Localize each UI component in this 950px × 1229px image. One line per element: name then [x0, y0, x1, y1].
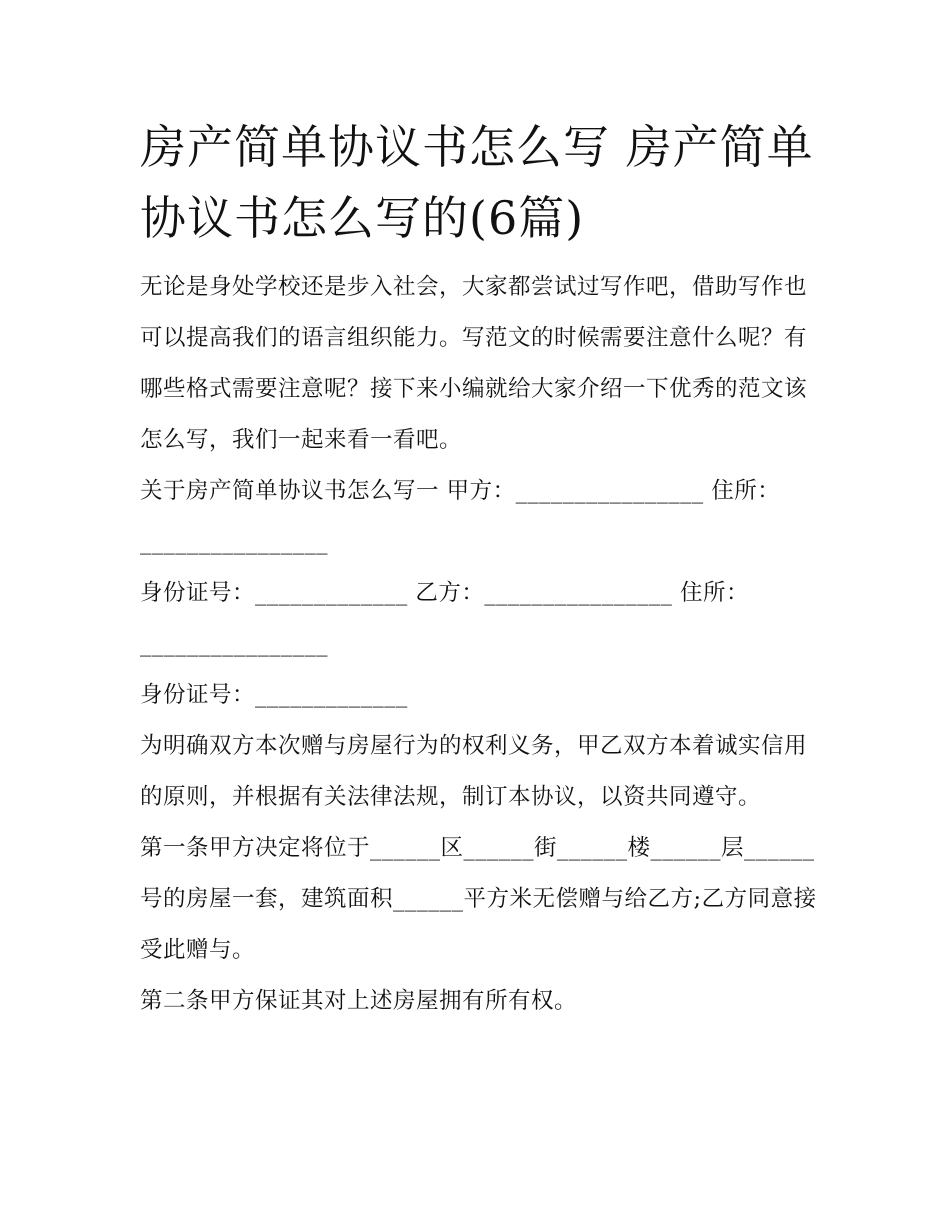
document-page: [140, 112, 820, 1027]
purpose-paragraph: 为明确双方本次赠与房屋行为的权利义务，甲乙双方本着诚实信用的原则，并根据有关法律法规，制订本协议，以资共同遵守。: [140, 733, 808, 810]
intro-paragraph: 无论是身处学校还是步入社会，大家都尝试过写作吧，借助写作也可以提高我们的语言组织能力。写范文的时候需要注意什么呢？有哪些格式需要注意呢？接下来小编就给大家介绍一下优秀的范文该怎么写，我们一起来看一看吧。: [140, 274, 808, 453]
article-2-paragraph: 第二条甲方保证其对上述房屋拥有所有权。: [140, 988, 578, 1014]
party-b-line: 身份证号：_____________ 乙方：________________ 住所：________________: [140, 580, 750, 657]
article-1-paragraph: 第一条甲方决定将位于______区______街______楼______层______号的房屋一套，建筑面积______平方米无偿赠与给乙方;乙方同意接受此赠与。: [140, 835, 817, 963]
party-b-id-line: 身份证号：_____________: [140, 682, 408, 708]
party-a-line: 关于房产简单协议书怎么写一 甲方：________________ 住所：________________: [140, 478, 781, 555]
document-title: 房产简单协议书怎么写 房产简单协议书怎么写的(6篇): [140, 120, 814, 245]
